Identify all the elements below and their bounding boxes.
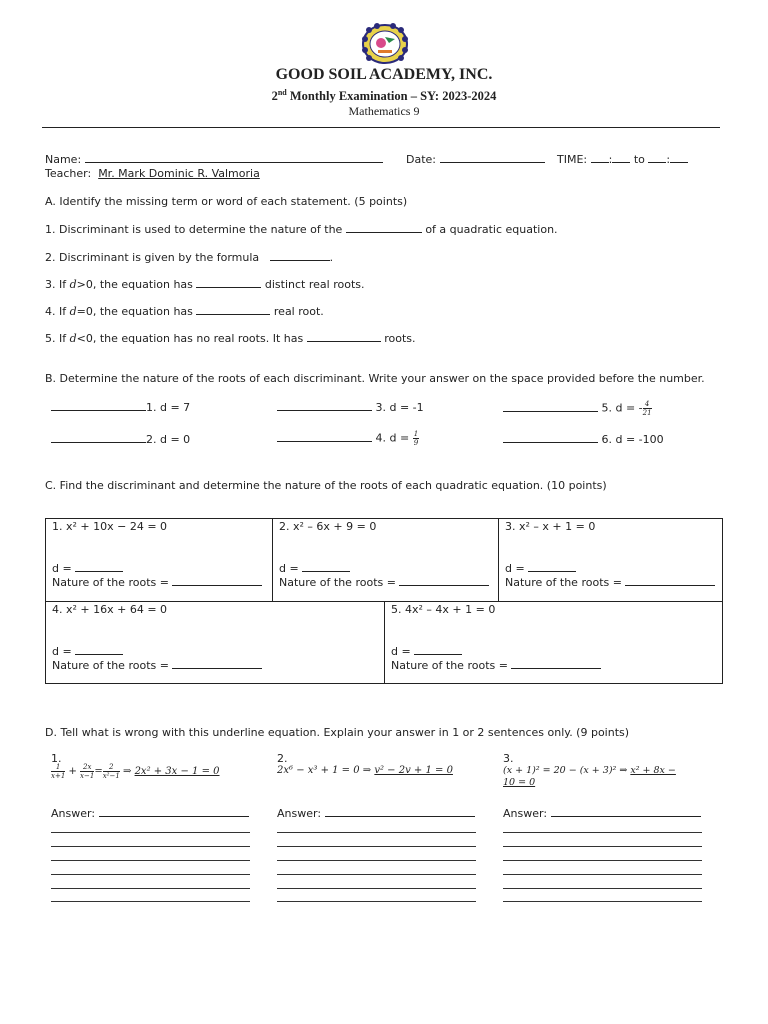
d3-answer-label: Answer:	[503, 807, 548, 820]
q2-post: .	[329, 251, 334, 264]
q3-pre: 3. If	[45, 278, 67, 291]
header-divider	[42, 127, 720, 128]
q5-blank[interactable]	[307, 331, 381, 342]
d3-line-2[interactable]	[503, 846, 702, 847]
c1-equation: 1. x² + 10x − 24 = 0	[52, 520, 168, 533]
c4-nature-row: Nature of the roots =	[52, 658, 262, 672]
date-label: Date:	[406, 153, 436, 166]
date-row	[406, 152, 545, 166]
c3-d-blank[interactable]	[528, 561, 576, 572]
d1-line-1[interactable]	[51, 832, 250, 833]
b6-blank[interactable]	[503, 432, 598, 443]
c-cell-5	[384, 601, 723, 684]
date-field[interactable]	[440, 152, 545, 163]
c2-d-blank[interactable]	[302, 561, 350, 572]
d3-equation	[503, 765, 676, 789]
part-a-q4	[45, 304, 324, 318]
d1-arrow: ⇒	[122, 766, 132, 777]
d1-line-3[interactable]	[51, 860, 250, 861]
name-row	[45, 152, 383, 166]
c4-d-row: d =	[52, 644, 123, 658]
q3-blank[interactable]	[196, 277, 261, 288]
time-start-hour[interactable]	[591, 152, 609, 163]
part-b-item-6	[503, 432, 664, 446]
time-end-min[interactable]	[670, 152, 688, 163]
c2-equation: 2. x² – 6x + 9 = 0	[279, 520, 377, 533]
b3-blank[interactable]	[277, 400, 372, 411]
c1-d-blank[interactable]	[75, 561, 123, 572]
d3-answer-row	[503, 806, 701, 820]
name-field[interactable]	[85, 152, 383, 163]
d1-line-6[interactable]	[51, 901, 250, 902]
part-b-item-3	[277, 400, 424, 414]
d1-underlined: 2x² + 3x − 1 = 0	[134, 766, 220, 777]
b5-text: 5. d = -	[601, 401, 643, 415]
part-b-item-2	[51, 432, 190, 446]
time-colon-2: :	[666, 153, 671, 166]
teacher-row	[45, 167, 260, 180]
c2-nature-row: Nature of the roots =	[279, 575, 489, 589]
b5-fraction: $\frac{4}{21}$	[642, 400, 652, 417]
d2-pre: 2x⁶ − x³ + 1 = 0 ⇒	[277, 765, 372, 776]
d3-line-5[interactable]	[503, 888, 702, 889]
time-end-hour[interactable]	[648, 152, 666, 163]
c5-nature-row: Nature of the roots =	[391, 658, 601, 672]
c-cell-1	[45, 518, 273, 602]
d1-frac-1: $\frac{1}{x+1}$	[51, 763, 66, 780]
c5-equation: 5. 4x² – 4x + 1 = 0	[391, 603, 496, 616]
q4-blank[interactable]	[196, 304, 270, 315]
d3-answer-blank[interactable]	[551, 806, 701, 817]
q5-post: roots.	[384, 332, 416, 345]
q5-mid: <0, the equation has no real roots. It has	[76, 332, 304, 345]
d1-plus: +	[68, 766, 77, 777]
exam-rest: Monthly Examination – SY: 2023-2024	[286, 89, 497, 104]
c-cell-2	[272, 518, 499, 602]
c1-nature-row: Nature of the roots =	[52, 575, 262, 589]
time-colon-1: :	[608, 153, 613, 166]
d2-answer-blank[interactable]	[325, 806, 475, 817]
time-start-min[interactable]	[612, 152, 630, 163]
d1-answer-label: Answer:	[51, 807, 96, 820]
exam-ordinal: 2	[271, 89, 278, 104]
school-name: GOOD SOIL ACADEMY, INC.	[275, 66, 493, 83]
d2-line-6[interactable]	[277, 901, 476, 902]
d2-line-5[interactable]	[277, 888, 476, 889]
exam-sup: nd	[277, 88, 287, 97]
b1-text: 1. d = 7	[146, 401, 191, 414]
b1-blank[interactable]	[51, 400, 146, 411]
b4-fraction: $\frac{1}{9}$	[413, 430, 419, 447]
time-label: TIME:	[557, 153, 588, 166]
d1-answer-blank[interactable]	[99, 806, 249, 817]
part-a-q5	[45, 331, 415, 345]
b4-blank[interactable]	[277, 431, 372, 442]
c5-d-row: d =	[391, 644, 462, 658]
c1-d-row: d =	[52, 561, 123, 575]
q4-post: real root.	[273, 305, 324, 318]
part-d-instruction: D. Tell what is wrong with this underline equation. Explain your answer in 1 or 2 sentences only. (9 points)	[45, 726, 630, 739]
q1-pre: 1. Discriminant is used to determine the nature of the	[45, 223, 343, 236]
d3-pre: (x + 1)² = 20 − (x + 3)² ⇒	[503, 765, 628, 776]
d2-equation	[277, 765, 453, 776]
d3-line-a	[503, 765, 676, 777]
d1-line-5[interactable]	[51, 888, 250, 889]
d1-number: 1.	[51, 752, 62, 765]
d2-line-4[interactable]	[277, 874, 476, 875]
exam-title	[0, 88, 768, 104]
c4-d-blank[interactable]	[75, 644, 123, 655]
q4-var: d	[69, 305, 77, 318]
school-logo	[361, 23, 409, 65]
d2-answer-row	[277, 806, 475, 820]
c-cell-4	[45, 601, 385, 684]
d1-frac-2: $\frac{2x}{x-1}$	[80, 763, 95, 780]
q3-post: distinct real roots.	[264, 278, 365, 291]
q2-blank[interactable]	[270, 250, 330, 261]
d2-line-3[interactable]	[277, 860, 476, 861]
teacher-label: Teacher:	[45, 167, 92, 180]
d3-underlined-2: 10 = 0	[503, 777, 536, 788]
c4-nature-blank[interactable]	[172, 658, 262, 669]
d3-number: 3.	[503, 752, 514, 765]
d1-line-4[interactable]	[51, 874, 250, 875]
c5-nature-blank[interactable]	[511, 658, 601, 669]
q1-blank[interactable]	[346, 222, 422, 233]
q4-pre: 4. If	[45, 305, 67, 318]
teacher-name: Mr. Mark Dominic R. Valmoria	[98, 167, 260, 180]
part-a-q2	[45, 250, 333, 264]
d1-frac-3: $\frac{2}{\text{x²−1}}$	[102, 763, 120, 780]
q5-pre: 5. If	[45, 332, 67, 345]
d1-equation	[51, 763, 220, 780]
part-b-item-1	[51, 400, 190, 414]
d3-line-4[interactable]	[503, 874, 702, 875]
part-c-instruction: C. Find the discriminant and determine the nature of the roots of each quadratic equation. (10 points)	[45, 479, 607, 492]
part-a-q1	[45, 222, 558, 236]
d2-number: 2.	[277, 752, 288, 765]
b5-blank[interactable]	[503, 401, 598, 412]
c5-d-blank[interactable]	[414, 644, 462, 655]
c3-equation: 3. x² – x + 1 = 0	[505, 520, 596, 533]
subject-title: Mathematics 9	[348, 104, 420, 118]
c3-nature-blank[interactable]	[625, 575, 715, 586]
d3-line-1[interactable]	[503, 832, 702, 833]
d1-equals: =	[94, 766, 103, 777]
q3-var: d	[69, 278, 77, 291]
c1-nature-blank[interactable]	[172, 575, 262, 586]
d2-line-2[interactable]	[277, 846, 476, 847]
d2-line-1[interactable]	[277, 832, 476, 833]
part-b-item-4	[277, 430, 419, 447]
b4-text: 4. d =	[375, 431, 410, 445]
d3-line-b	[503, 777, 676, 789]
b2-text: 2. d = 0	[146, 433, 191, 446]
q1-post: of a quadratic equation.	[425, 223, 558, 236]
q5-var: d	[69, 332, 77, 345]
q2-pre: 2. Discriminant is given by the formula	[45, 251, 260, 264]
d1-line-2[interactable]	[51, 846, 250, 847]
name-label: Name:	[45, 153, 82, 166]
c2-nature-blank[interactable]	[399, 575, 489, 586]
part-b-item-5	[503, 400, 652, 417]
time-to: to	[633, 153, 645, 166]
part-b-instruction: B. Determine the nature of the roots of each discriminant. Write your answer on the space provided before the number.	[45, 372, 705, 385]
b6-text: 6. d = -100	[601, 433, 664, 446]
d1-answer-row	[51, 806, 249, 820]
d2-underlined: v² − 2v + 1 = 0	[374, 765, 453, 776]
c3-d-row: d =	[505, 561, 576, 575]
part-a-instruction: A. Identify the missing term or word of each statement. (5 points)	[45, 195, 408, 208]
b2-blank[interactable]	[51, 432, 146, 443]
d3-line-6[interactable]	[503, 901, 702, 902]
c2-d-row: d =	[279, 561, 350, 575]
c3-nature-row: Nature of the roots =	[505, 575, 715, 589]
d3-underlined-1: x² + 8x −	[630, 765, 676, 776]
c-cell-3	[498, 518, 723, 602]
d2-answer-label: Answer:	[277, 807, 322, 820]
time-row	[557, 152, 688, 166]
q3-mid: >0, the equation has	[76, 278, 193, 291]
b3-text: 3. d = -1	[375, 401, 424, 414]
part-a-q3	[45, 277, 364, 291]
c4-equation: 4. x² + 16x + 64 = 0	[52, 603, 168, 616]
q4-mid: =0, the equation has	[76, 305, 193, 318]
d3-line-3[interactable]	[503, 860, 702, 861]
